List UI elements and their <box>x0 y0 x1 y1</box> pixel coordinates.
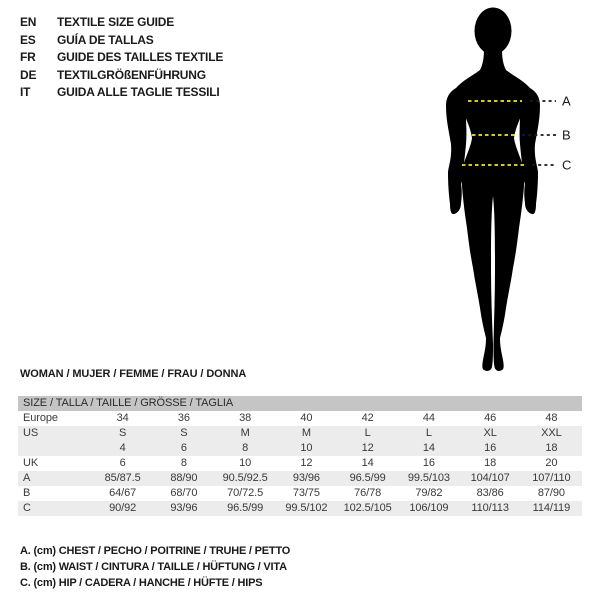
table-cell: 99.5/102 <box>285 502 328 514</box>
marker-label-b: B <box>562 127 571 143</box>
language-title: GUIDE DES TAILLES TEXTILE <box>57 50 224 64</box>
table-cell: M <box>240 427 250 439</box>
table-row <box>18 501 582 516</box>
table-cell: XL <box>483 427 497 439</box>
table-cell: 40 <box>300 412 313 424</box>
table-cell: 102.5/105 <box>343 502 392 514</box>
table-cell: 14 <box>361 457 374 469</box>
table-cell: 36 <box>177 412 190 424</box>
table-cell: 68/70 <box>170 487 198 499</box>
language-title: GUIDA ALLE TAGLIE TESSILI <box>57 85 220 99</box>
table-cell: 104/107 <box>470 472 510 484</box>
table-cell: 99.5/103 <box>407 472 450 484</box>
table-cell: 64/67 <box>109 487 137 499</box>
legend-line-chest: A. (cm) CHEST / PECHO / POITRINE / TRUHE / PETTO <box>20 545 291 557</box>
table-cell: L <box>364 427 371 439</box>
size-table-body <box>18 411 582 516</box>
language-row <box>20 32 223 50</box>
table-cell: S <box>180 427 188 439</box>
table-cell: 93/96 <box>292 472 320 484</box>
language-row <box>20 84 223 102</box>
table-cell: 90/92 <box>109 502 137 514</box>
table-cell: 44 <box>422 412 435 424</box>
table-cell: 96.5/99 <box>349 472 386 484</box>
table-cell: 106/109 <box>409 502 449 514</box>
table-cell: 18 <box>484 457 497 469</box>
language-row <box>20 49 223 67</box>
table-cell: 70/72.5 <box>227 487 264 499</box>
table-cell: 34 <box>116 412 129 424</box>
measurement-legend <box>20 544 290 591</box>
language-code: DE <box>20 67 37 82</box>
table-cell: 14 <box>422 442 435 454</box>
measurement-figure <box>400 0 600 380</box>
legend-line-hip: C. (cm) HIP / CADERA / HANCHE / HÜFTE / HIPS <box>20 576 263 589</box>
silhouette-body <box>450 48 536 371</box>
table-cell: 85/87.5 <box>104 472 141 484</box>
table-cell: 6 <box>119 457 126 469</box>
legend-line-waist: B. (cm) WAIST / CINTURA / TAILLE / HÜFTUNG / VITA <box>20 560 287 573</box>
silhouette-head <box>475 8 512 55</box>
table-cell: 79/82 <box>415 487 443 499</box>
language-title: GUÍA DE TALLAS <box>57 32 154 47</box>
language-title: TEXTILGRÖßENFÜHRUNG <box>57 67 206 82</box>
table-cell: 20 <box>545 457 558 469</box>
table-cell: 10 <box>239 457 252 469</box>
table-row-label: B <box>23 487 31 499</box>
size-table-header: SIZE / TALLA / TAILLE / GRÖSSE / TAGLIA <box>18 396 582 411</box>
language-title: TEXTILE SIZE GUIDE <box>57 15 175 29</box>
language-row <box>20 67 223 85</box>
table-cell: 18 <box>545 442 558 454</box>
table-cell: 16 <box>484 442 497 454</box>
table-row-label: US <box>23 427 39 439</box>
table-cell: 16 <box>422 457 435 469</box>
table-cell: 73/75 <box>292 487 320 499</box>
table-row-label: Europe <box>23 412 58 424</box>
language-row <box>20 14 223 32</box>
table-cell: 10 <box>300 442 313 454</box>
table-row-label: UK <box>23 457 39 469</box>
table-row <box>18 456 582 471</box>
marker-label-a: A <box>562 93 571 109</box>
table-cell: 114/119 <box>532 502 571 514</box>
table-cell: 90.5/92.5 <box>222 472 268 484</box>
table-cell: 42 <box>361 412 374 424</box>
table-row-label: C <box>23 502 31 514</box>
table-cell: 93/96 <box>170 502 198 514</box>
language-code: FR <box>20 50 36 64</box>
table-cell: 107/110 <box>532 472 571 484</box>
table-cell: S <box>119 427 127 439</box>
size-table <box>18 396 582 516</box>
table-cell: 8 <box>180 457 187 469</box>
table-cell: 12 <box>361 442 374 454</box>
section-title: WOMAN / MUJER / FEMME / FRAU / DONNA <box>20 368 247 380</box>
table-row <box>18 486 582 501</box>
table-cell: 12 <box>300 457 313 469</box>
table-cell: 46 <box>484 412 497 424</box>
table-cell: 88/90 <box>170 472 198 484</box>
table-cell: 8 <box>242 442 249 454</box>
table-row <box>18 471 582 486</box>
table-cell: 76/78 <box>354 487 382 499</box>
table-cell: 87/90 <box>537 487 565 499</box>
table-cell: 96.5/99 <box>227 502 264 514</box>
table-cell: XXL <box>541 427 562 439</box>
table-cell: L <box>425 427 432 439</box>
table-row-label: A <box>23 472 31 484</box>
table-cell: 83/86 <box>476 487 504 499</box>
table-cell: 110/113 <box>471 502 509 514</box>
marker-label-c: C <box>562 157 572 173</box>
woman-silhouette-figure <box>400 0 600 380</box>
table-cell: 6 <box>180 442 187 454</box>
table-row <box>18 426 582 441</box>
language-code: ES <box>20 32 36 47</box>
table-row <box>18 411 582 426</box>
language-code: EN <box>20 15 37 29</box>
table-cell: 38 <box>239 412 252 424</box>
table-cell: 48 <box>545 412 558 424</box>
language-list <box>20 14 223 102</box>
table-cell: 4 <box>119 442 126 454</box>
table-row <box>18 441 582 456</box>
table-cell: M <box>301 427 311 439</box>
language-code: IT <box>20 85 31 99</box>
